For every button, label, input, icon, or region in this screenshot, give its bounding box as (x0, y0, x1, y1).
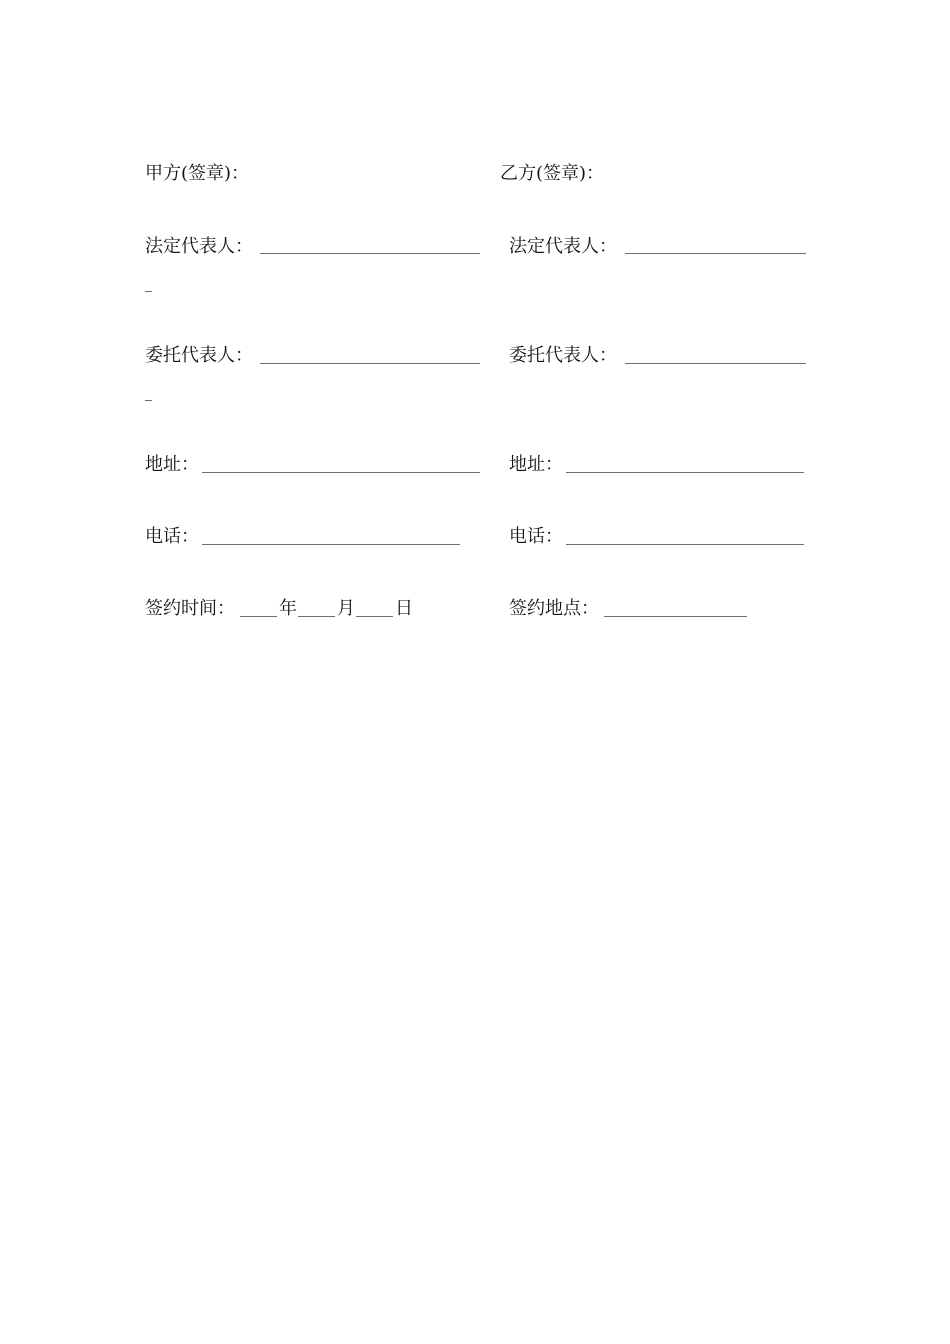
party-a-address-field[interactable] (202, 472, 480, 473)
party-a-title: 甲方(签章)： (145, 163, 250, 184)
signing-place-label: 签约地点： (509, 598, 599, 619)
party-b-address-label: 地址： (509, 454, 563, 475)
party-b-agent-field[interactable] (625, 363, 806, 364)
signing-time-label: 签约时间： (145, 598, 235, 619)
signing-month-field[interactable] (298, 616, 335, 617)
party-a-agent-continuation-mark (145, 400, 152, 401)
party-b-phone-field[interactable] (566, 544, 804, 545)
party-a-agent-field[interactable] (260, 363, 480, 364)
party-a-legal-rep-label: 法定代表人： (145, 236, 253, 257)
party-a-agent-label: 委托代表人： (145, 345, 253, 366)
party-a-legal-rep-continuation-mark (145, 291, 152, 292)
party-b-legal-rep-label: 法定代表人： (509, 236, 617, 257)
party-a-phone-field[interactable] (202, 544, 460, 545)
signing-place-field[interactable] (604, 616, 747, 617)
signing-day-field[interactable] (356, 616, 393, 617)
party-b-phone-label: 电话： (509, 526, 563, 547)
party-b-legal-rep-field[interactable] (625, 253, 806, 254)
party-a-address-label: 地址： (145, 454, 199, 475)
party-a-legal-rep-field[interactable] (260, 253, 480, 254)
party-a-phone-label: 电话： (145, 526, 199, 547)
party-b-address-field[interactable] (566, 472, 804, 473)
party-b-title: 乙方(签章)： (500, 163, 605, 184)
signing-year-unit: 年 (279, 598, 297, 619)
party-b-agent-label: 委托代表人： (509, 345, 617, 366)
signing-year-field[interactable] (240, 616, 277, 617)
signing-day-unit: 日 (395, 598, 413, 619)
signing-month-unit: 月 (337, 598, 355, 619)
